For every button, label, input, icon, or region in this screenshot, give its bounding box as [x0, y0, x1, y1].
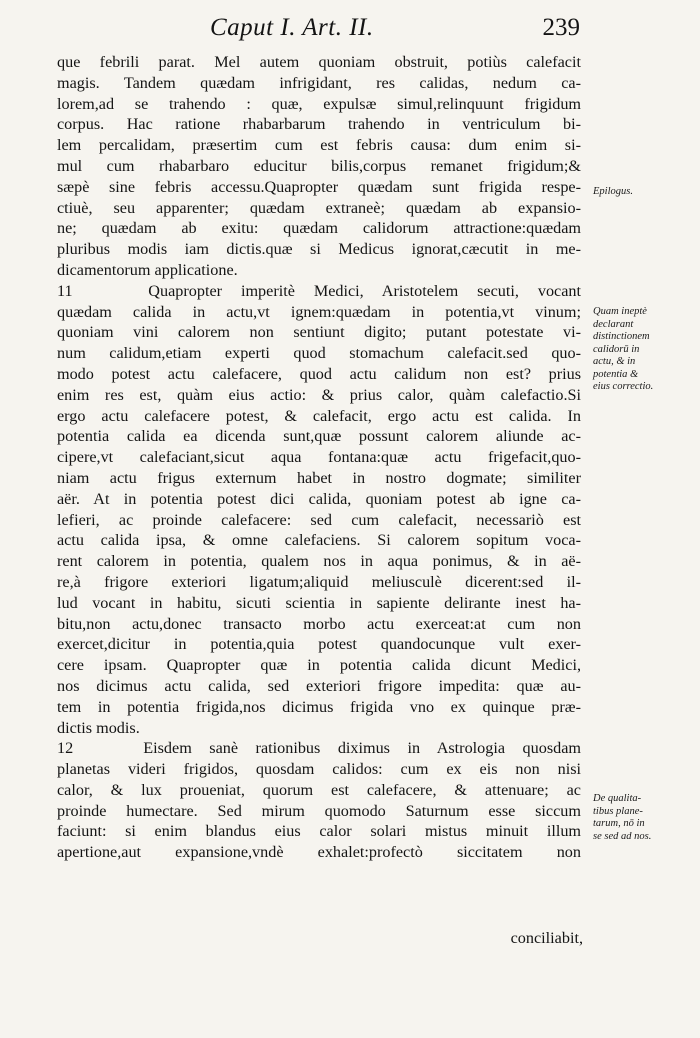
main-text [57, 52, 581, 863]
text-line: modo potest actu calefacere, quod actu calidum non est? prius [57, 364, 581, 383]
text-line: proinde humectare. Sed mirum quomodo Saturnum esse siccum [57, 801, 581, 820]
text-line: lefieri, ac proinde calefacere: sed cum calefacit, necessariò est [57, 510, 581, 529]
text-line: actu calida ipsa, & omne calefaciens. Si calorem sopitum voca- [57, 531, 581, 550]
text-line: calor, & lux proueniat, quorum est calefacere, & attenuare; ac [57, 780, 581, 799]
text-line: que febrili parat. Mel autem quoniam obstruit, potiùs calefacit [57, 53, 581, 71]
text-line: niam actu frigus externum habet in nostro dogmate; similiter [57, 468, 581, 487]
margin-note-line: se sed ad nos. [593, 830, 652, 842]
paragraph [57, 281, 581, 739]
running-header [210, 14, 580, 48]
text-line: planetas videri frigidos, quosdam calidos: cum ex eis non nisi [57, 760, 581, 779]
text-line: magis. Tandem quædam infrigidant, res calidas, nedum ca- [57, 73, 581, 92]
text-line: ne; quædam ab exitu: quædam calidorum attractione:quædam [57, 219, 581, 238]
text-line: nos dicimus actu calida, sed exteriori frigore impedita: quæ au- [57, 676, 581, 695]
text-line: ergo actu calefacere potest, & calefacit, ergo actu est calida. In [57, 406, 581, 425]
margin-note [593, 793, 691, 843]
text-line: apertione,aut expansione,vndè exhalet:profectò siccitatem non [57, 843, 581, 862]
text-line: sæpè sine febris accessu.Quapropter quædam sunt frigida respe- [57, 177, 581, 196]
text-line: rent calorem in potentia, qualem nos in aqua ponimus, & in aë- [57, 552, 581, 571]
text-line: re,à frigore exteriori ligatum;aliquid meliusculè dicerent:sed il- [57, 572, 581, 591]
margin-note [593, 186, 691, 199]
margin-note-line: distinctionem [593, 331, 650, 342]
text-line: quoniam vini calorem non sentiunt digito; putant potestate vi- [57, 323, 581, 342]
paragraph [57, 738, 581, 863]
text-line: 11 Quapropter imperitè Medici, Aristotelem secuti, vocant [57, 281, 581, 300]
margin-note-line: eius correctio. [593, 381, 654, 392]
header-title: Caput I. Art. II. [210, 14, 374, 41]
text-line: lem percalidam, præsertim cum est febris causa: dum enim si- [57, 136, 581, 155]
margin-note-line: actu, & in [593, 356, 636, 367]
text-line: mul cum rhabarbaro educitur bilis,corpus remanet frigidum;& [57, 156, 581, 175]
text-line: tem in potentia frigida,nos dicimus frigida vno ex quinque præ- [57, 697, 581, 716]
text-line: potentia calida ea dicenda sunt,quæ possunt calorem aliunde ac- [57, 427, 581, 446]
text-line: quædam calida in actu,vt ignem:quædam in potentia,vt vinum; [57, 302, 581, 321]
paragraph [57, 52, 581, 281]
margin-note-line: Epilogus. [593, 186, 633, 197]
text-line: exercet,dicitur in potentia,quia potest quandocunque vult exer- [57, 635, 581, 654]
text-line: dictis modis. [57, 718, 140, 737]
margin-note-line: Quam ineptè [593, 306, 647, 317]
text-line: lud vocant in habitu, sicuti scientia in sapiente delirante inest ha- [57, 593, 581, 612]
margin-note [593, 306, 691, 394]
text-line: cere ipsam. Quapropter quæ in potentia calida dicunt Medici, [57, 656, 581, 675]
text-line: enim res est, quàm eius actio: & prius calor, quàm calefactio.Si [57, 385, 581, 404]
text-line: aër. At in potentia potest dici calida, quoniam potest ab igne ca- [57, 489, 581, 508]
margin-note-line: calidorū in [593, 343, 640, 355]
margin-note-line: tibus plane- [593, 805, 643, 817]
text-line: dicamentorum applicatione. [57, 260, 238, 279]
margin-note-line: potentia & [593, 368, 639, 380]
text-line: pluribus modis iam dictis.quæ si Medicus ignorat,cæcutit in me- [57, 240, 581, 259]
text-line: lorem,ad se trahendo : quæ, expulsæ simul,relinquunt frigidum [57, 94, 581, 113]
margin-note-line: tarum, nō in [593, 818, 645, 829]
catchword: conciliabit, [510, 929, 583, 947]
margin-note-line: De qualita- [593, 793, 642, 804]
text-line: ctiuè, seu apparenter; quædam extraneè; quædam ab expansio- [57, 198, 581, 217]
text-line: faciunt: si enim blandus eius calor solari mistus minuit illum [57, 822, 581, 841]
text-line: corpus. Hac ratione rhabarbarum trahendo in ventriculum bi- [57, 115, 581, 134]
text-line: bitu,non actu,donec transacto morbo actu exerceat:at cum non [57, 614, 581, 633]
margin-note-line: declarant [593, 318, 634, 330]
text-line: 12 Eisdem sanè rationibus diximus in Astrologia quosdam [57, 739, 581, 758]
page-number: 239 [542, 14, 580, 41]
text-line: num calidum,etiam experti quod stomachum calefacit.sed quo- [57, 344, 581, 363]
text-line: cipere,vt calefaciant,sicut aqua fontana:quæ actu frigefacit,quo- [57, 448, 581, 467]
